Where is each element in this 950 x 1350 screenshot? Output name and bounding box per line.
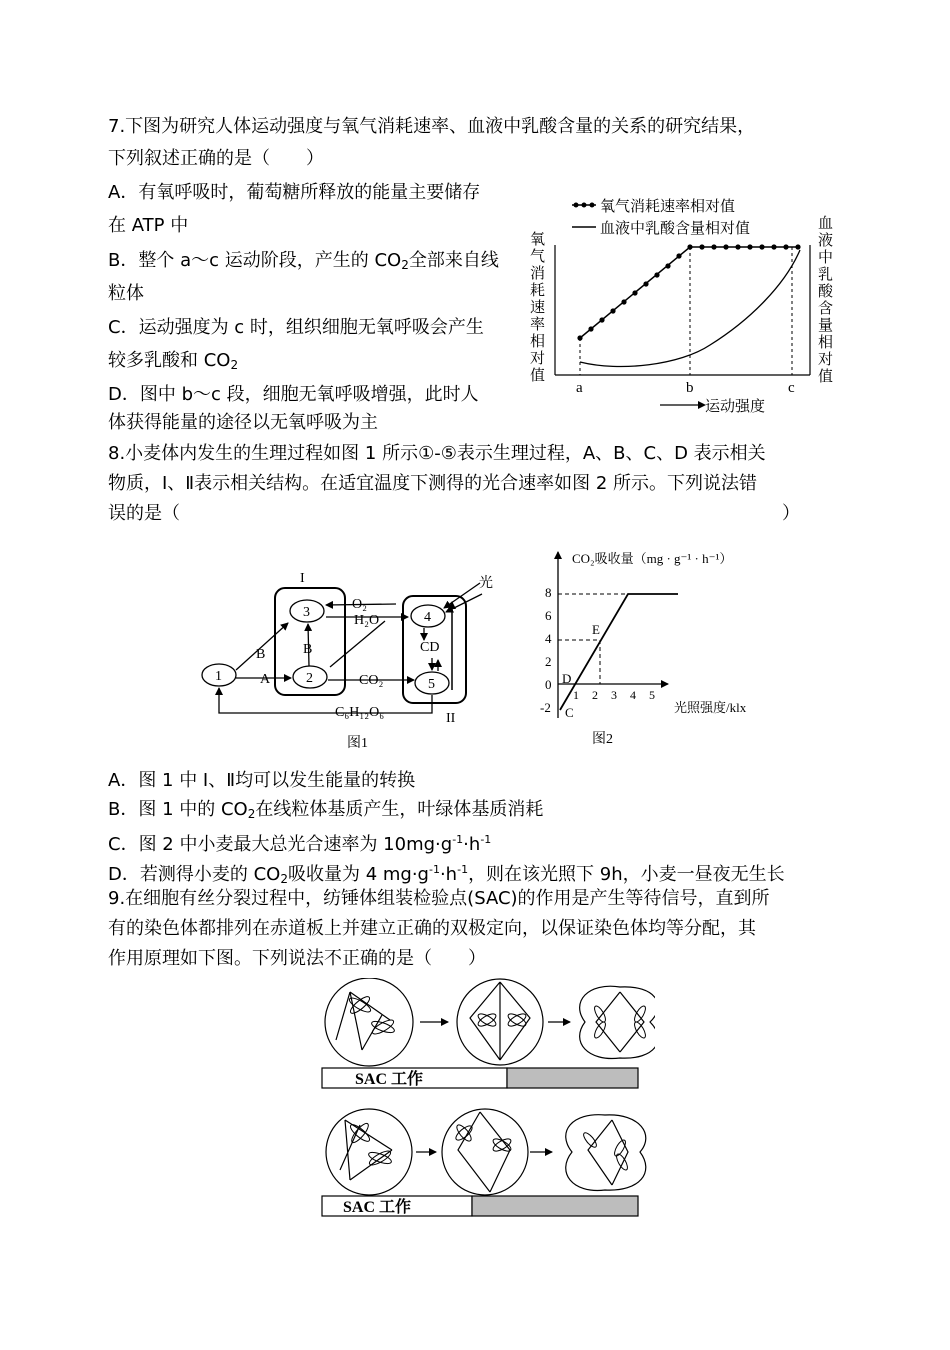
q7-option-b-line-2: 粒体	[108, 283, 144, 304]
q8-stem-bracket: ）	[782, 503, 800, 524]
q7-option-a-line-1: A．有氧呼吸时，葡萄糖所释放的能量主要储存	[108, 182, 481, 203]
svg-text:4: 4	[424, 610, 431, 625]
tick-a: a	[576, 380, 583, 396]
q9-stem-line-3: 作用原理如下图。下列说法不正确的是（ ）	[108, 948, 486, 969]
svg-text:氧气消耗速率相对值: 氧气消耗速率相对值	[600, 199, 736, 215]
svg-text:SAC 工作: SAC 工作	[355, 1071, 424, 1088]
svg-text:1: 1	[215, 669, 222, 684]
svg-text:5: 5	[649, 688, 655, 702]
q8-figure-2	[530, 540, 780, 750]
svg-text:值: 值	[530, 368, 546, 384]
sac-bar-1	[322, 1068, 638, 1088]
svg-text:氧: 氧	[530, 232, 546, 248]
q8-stem-line-2: 物质，I、Ⅱ表示相关结构。在适宜温度下测得的光合速率如图 2 所示。下列说法错	[108, 473, 758, 494]
q8-option-d: D．若测得小麦的 $CO_2$吸收量为 4 $mg\cdot g^{-1}\cdot h^{-1}$，则在该光照下 9h，小麦一昼夜无生长	[108, 863, 785, 886]
svg-text:中: 中	[818, 250, 834, 266]
svg-text:相: 相	[818, 335, 834, 351]
svg-text:耗: 耗	[530, 283, 546, 299]
x-axis-label: 运动强度	[705, 399, 766, 415]
fig2-caption: 图2	[592, 732, 613, 747]
q7-stem-line-2: 下列叙述正确的是（ ）	[108, 148, 324, 169]
svg-text:6: 6	[545, 608, 552, 623]
svg-text:II: II	[446, 711, 456, 726]
svg-text:气: 气	[530, 249, 546, 265]
svg-text:光: 光	[479, 576, 493, 591]
fig2-x-ticks	[573, 688, 655, 702]
svg-text:-2: -2	[540, 700, 551, 715]
q7-option-c-line-1: C．运动强度为 c 时，组织细胞无氧呼吸会产生	[108, 317, 484, 338]
q9-stem-line-2: 有的染色体都排列在赤道板上并建立正确的双极定向，以保证染色体均等分配，其	[108, 918, 756, 939]
svg-text:速: 速	[530, 300, 546, 316]
svg-text:A: A	[260, 672, 271, 687]
q8-option-c: C．图 2 中小麦最大总光合速率为 $10mg\cdot g^{-1}\cdot h^{-1}$	[108, 833, 492, 855]
q8-option-a: A．图 1 中 I、Ⅱ均可以发生能量的转换	[108, 770, 416, 791]
svg-text:2: 2	[306, 671, 313, 686]
fig2-y-label: CO₂吸收量（mg · g⁻¹ · h⁻¹）	[572, 551, 733, 566]
tick-b: b	[686, 380, 694, 396]
q8-option-b: B．图 1 中的 $CO_2$在线粒体基质产生，叶绿体基质消耗	[108, 799, 544, 821]
svg-text:4: 4	[630, 688, 636, 702]
svg-text:SAC 工作: SAC 工作	[343, 1199, 412, 1216]
fig2-x-label: 光照强度/klx	[674, 700, 747, 715]
svg-text:图1: 图1	[347, 736, 368, 751]
cell-row2-1	[326, 1109, 412, 1195]
svg-text:H₂O: H₂O	[354, 613, 380, 628]
svg-text:对: 对	[818, 352, 834, 368]
point-D: D	[562, 671, 572, 686]
svg-text:C₆H₁₂O₆: C₆H₁₂O₆	[335, 705, 385, 720]
svg-text:I: I	[300, 571, 305, 586]
q9-sac-figure	[315, 978, 655, 1220]
svg-text:1: 1	[573, 688, 579, 702]
svg-text:5: 5	[428, 677, 435, 692]
fig2-y-ticks	[540, 585, 552, 715]
svg-text:4: 4	[545, 631, 552, 646]
svg-text:2: 2	[545, 654, 552, 669]
svg-text:含: 含	[818, 301, 834, 317]
svg-text:8: 8	[545, 585, 552, 600]
svg-text:2: 2	[592, 688, 598, 702]
svg-text:率: 率	[530, 317, 546, 333]
svg-text:3: 3	[303, 605, 310, 620]
q7-exercise-chart	[525, 188, 845, 420]
point-E: E	[592, 622, 600, 637]
svg-text:相: 相	[530, 334, 546, 350]
q8-stem-line-3: 误的是（	[108, 503, 180, 524]
svg-text:3: 3	[611, 688, 617, 702]
svg-text:血液中乳酸含量相对值: 血液中乳酸含量相对值	[600, 221, 751, 237]
svg-text:B: B	[256, 647, 266, 662]
q9-stem-line-1: 9.在细胞有丝分裂过程中，纺锤体组装检验点(SAC)的作用是产生等待信号，直到所	[108, 888, 770, 909]
svg-text:消: 消	[530, 266, 546, 282]
sac-bar-2	[322, 1196, 638, 1216]
q8-figure-1	[195, 562, 505, 754]
svg-text:量: 量	[818, 318, 834, 334]
svg-text:酸: 酸	[818, 284, 834, 300]
q7-option-c-line-2: 较多乳酸和 $CO_2$	[108, 350, 239, 372]
svg-text:O₂: O₂	[352, 597, 367, 612]
q7-stem-line-1: 7.下图为研究人体运动强度与氧气消耗速率、血液中乳酸含量的关系的研究结果，	[108, 116, 756, 137]
svg-text:B: B	[303, 642, 313, 657]
svg-text:液: 液	[818, 233, 834, 249]
q7-option-a-line-2: 在 ATP 中	[108, 215, 189, 236]
tick-c: c	[788, 380, 795, 396]
q8-stem-line-1: 8.小麦体内发生的生理过程如图 1 所示①-⑤表示生理过程，A、B、C、D 表示相关	[108, 443, 766, 464]
svg-text:0: 0	[545, 677, 552, 692]
svg-text:CD: CD	[420, 640, 440, 655]
svg-text:对: 对	[530, 351, 546, 367]
cell-row2-3	[566, 1115, 646, 1191]
q7-option-d-line-1: D．图中 b～c 段，细胞无氧呼吸增强，此时人	[108, 384, 479, 405]
svg-text:CO₂: CO₂	[359, 673, 384, 688]
svg-text:值: 值	[818, 369, 834, 385]
point-C: C	[565, 705, 574, 720]
legend-oxygen	[572, 197, 735, 215]
q7-option-b-line-1: B．整个 a～c 运动阶段，产生的 $CO_2$全部来自线	[108, 250, 499, 272]
svg-text:乳: 乳	[818, 267, 834, 283]
oxygen-markers	[577, 244, 800, 340]
right-axis-label	[818, 215, 834, 385]
legend-lactic-acid	[572, 219, 750, 237]
cell-row1-1	[325, 978, 413, 1066]
cell-row2-2	[442, 1109, 528, 1195]
left-axis-label	[530, 231, 545, 384]
q7-option-d-line-2: 体获得能量的途径以无氧呼吸为主	[108, 412, 378, 433]
svg-text:血: 血	[818, 216, 834, 232]
